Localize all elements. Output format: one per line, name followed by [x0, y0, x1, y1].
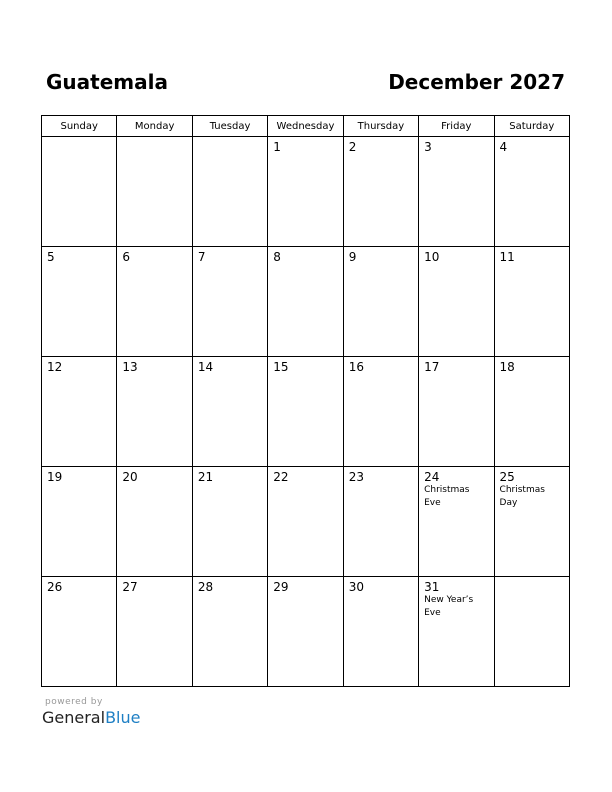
day-number: 28 [197, 580, 214, 594]
holiday-label: Christmas Day [499, 485, 545, 508]
page-title: Guatemala [46, 70, 168, 94]
holiday-label: Christmas Eve [424, 485, 470, 508]
week-row [42, 357, 570, 467]
day-number: 29 [273, 580, 289, 594]
day-cell [419, 357, 494, 467]
week-row [42, 137, 570, 247]
day-number: 5 [47, 250, 55, 264]
day-cell [192, 137, 267, 247]
day-cell [117, 137, 192, 247]
day-number: 10 [424, 250, 440, 264]
day-cell [268, 467, 343, 577]
day-number: 6 [122, 250, 131, 264]
day-number: 26 [47, 580, 63, 594]
day-cell [117, 577, 192, 687]
calendar-grid [41, 115, 570, 687]
week-row [42, 467, 570, 577]
day-cell [192, 577, 267, 687]
day-cell [343, 357, 418, 467]
day-cell [419, 247, 494, 357]
day-cell [268, 357, 343, 467]
weekday-saturday: Saturday [494, 116, 569, 137]
day-number: 2 [348, 140, 357, 154]
day-number: 12 [47, 360, 63, 374]
weekday-friday: Friday [419, 116, 494, 137]
weekday-header-row [42, 116, 570, 137]
day-cell [268, 137, 343, 247]
generalblue-logo[interactable] [42, 708, 140, 727]
day-number: 25 [499, 470, 515, 484]
day-cell [192, 357, 267, 467]
day-cell [494, 467, 569, 577]
day-number: 11 [499, 250, 515, 264]
day-cell [494, 577, 569, 687]
weekday-sunday: Sunday [42, 116, 117, 137]
logo-text-general: General [42, 708, 106, 727]
day-number: 15 [273, 360, 289, 374]
day-cell [419, 137, 494, 247]
day-cell [117, 467, 192, 577]
day-number: 7 [197, 250, 206, 264]
day-number: 27 [122, 580, 138, 594]
day-number: 13 [122, 360, 138, 374]
day-number: 21 [197, 470, 214, 484]
day-cell [419, 467, 494, 577]
day-cell [343, 577, 418, 687]
month-title: December 2027 [388, 70, 565, 94]
day-cell [42, 577, 117, 687]
day-number: 18 [499, 360, 515, 374]
powered-by-label: powered by [45, 697, 103, 707]
day-number: 20 [122, 470, 138, 484]
day-cell [343, 137, 418, 247]
day-cell [419, 577, 494, 687]
day-cell [268, 247, 343, 357]
day-number: 17 [424, 360, 440, 374]
day-cell [117, 247, 192, 357]
day-cell [192, 467, 267, 577]
weekday-tuesday: Tuesday [192, 116, 267, 137]
weekday-monday: Monday [117, 116, 192, 137]
day-number: 31 [424, 580, 440, 594]
day-cell [343, 247, 418, 357]
day-number: 19 [47, 470, 63, 484]
day-number: 22 [273, 470, 289, 484]
weekday-wednesday: Wednesday [268, 116, 343, 137]
day-number: 8 [273, 250, 281, 264]
holiday-label: New Year’s Eve [424, 595, 474, 618]
day-cell [192, 247, 267, 357]
day-cell [42, 467, 117, 577]
day-cell [117, 357, 192, 467]
week-row [42, 577, 570, 687]
logo-text-blue: Blue [105, 708, 141, 727]
weekday-thursday: Thursday [343, 116, 418, 137]
day-cell [42, 137, 117, 247]
day-number: 9 [348, 250, 357, 264]
day-number: 4 [499, 140, 508, 154]
day-cell [42, 357, 117, 467]
day-number: 30 [348, 580, 364, 594]
day-number: 3 [424, 140, 432, 154]
day-number: 23 [348, 470, 364, 484]
day-cell [494, 137, 569, 247]
day-cell [494, 247, 569, 357]
day-cell [268, 577, 343, 687]
day-cell [42, 247, 117, 357]
day-number: 16 [348, 360, 364, 374]
day-cell [494, 357, 569, 467]
day-cell [343, 467, 418, 577]
day-number: 24 [424, 470, 440, 484]
day-number: 14 [197, 360, 214, 374]
week-row [42, 247, 570, 357]
day-number: 1 [273, 140, 281, 154]
